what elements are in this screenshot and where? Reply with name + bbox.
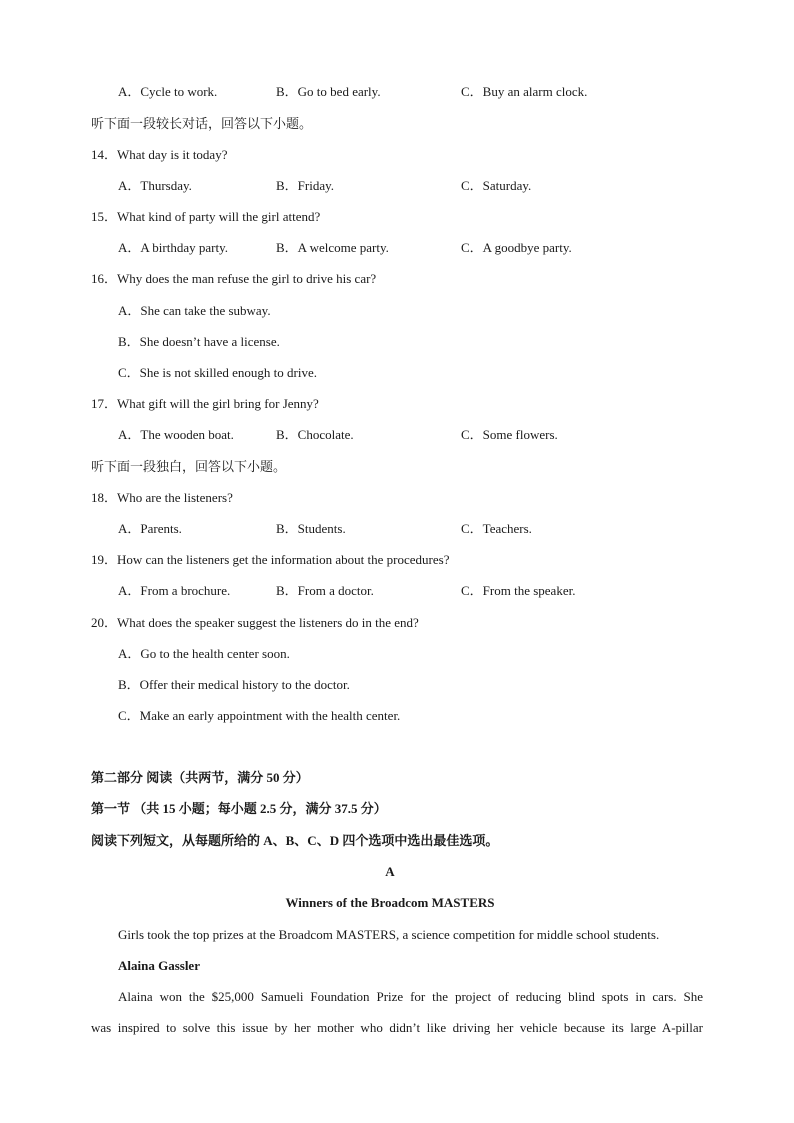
q16-stem: 16．Why does the man refuse the girl to drive his car? (91, 271, 377, 286)
winner-text-line-2: was inspired to solve this issue by her mother who didn’t like driving her vehicle because its large A-pillar (91, 1020, 703, 1035)
q19-option-a: A．From a brochure. (118, 583, 231, 598)
q18-option-b: B．Students. (276, 521, 346, 536)
q15-stem: 15．What kind of party will the girl attend? (91, 209, 321, 224)
winner-text-line-1: Alaina won the $25,000 Samueli Foundation Prize for the project of reducing blind spots in cars. She (118, 989, 703, 1004)
winner-name: Alaina Gassler (118, 958, 200, 973)
instruction-monologue: 听下面一段独白，回答以下小题。 (91, 459, 287, 474)
q20-option-b: B．Offer their medical history to the doctor. (118, 677, 350, 692)
q20-stem: 20．What does the speaker suggest the listeners do in the end? (91, 615, 419, 630)
passage-title: Winners of the Broadcom MASTERS (285, 895, 495, 910)
q15-option-c: C．A goodbye party. (461, 240, 572, 255)
q18-option-c: C．Teachers. (461, 521, 532, 536)
q16-option-a: A．She can take the subway. (118, 303, 271, 318)
q19-stem: 19．How can the listeners get the information about the procedures? (91, 552, 450, 567)
part-two-title: 第二部分 阅读（共两节，满分 50 分） (91, 770, 309, 785)
q19-option-b: B．From a doctor. (276, 583, 374, 598)
q18-stem: 18．Who are the listeners? (91, 490, 233, 505)
q17-option-b: B．Chocolate. (276, 427, 354, 442)
q14-option-b: B．Friday. (276, 178, 335, 193)
q13-option-a: A．Cycle to work. (118, 84, 218, 99)
q17-stem: 17．What gift will the girl bring for Jenny? (91, 396, 319, 411)
q20-option-c: C．Make an early appointment with the health center. (118, 708, 401, 723)
instruction-long-dialogue: 听下面一段较长对话，回答以下小题。 (91, 116, 313, 131)
q14-option-c: C．Saturday. (461, 178, 532, 193)
q17-option-c: C．Some flowers. (461, 427, 558, 442)
passage-letter: A (385, 864, 395, 879)
q14-option-a: A．Thursday. (118, 178, 192, 193)
q17-option-a: A．The wooden boat. (118, 427, 234, 442)
section-one-title: 第一节 （共 15 小题；每小题 2.5 分，满分 37.5 分） (91, 801, 387, 816)
reading-instruction: 阅读下列短文，从每题所给的 A、B、C、D 四个选项中选出最佳选项。 (91, 833, 499, 848)
q15-option-a: A．A birthday party. (118, 240, 228, 255)
q16-option-c: C．She is not skilled enough to drive. (118, 365, 317, 380)
q20-option-a: A．Go to the health center soon. (118, 646, 290, 661)
q13-option-c: C．Buy an alarm clock. (461, 84, 588, 99)
passage-intro: Girls took the top prizes at the Broadcom MASTERS, a science competition for middle school students. (118, 927, 660, 942)
q13-option-b: B．Go to bed early. (276, 84, 381, 99)
q19-option-c: C．From the speaker. (461, 583, 576, 598)
q15-option-b: B．A welcome party. (276, 240, 389, 255)
q18-option-a: A．Parents. (118, 521, 182, 536)
q14-stem: 14．What day is it today? (91, 147, 228, 162)
q16-option-b: B．She doesn’t have a license. (118, 334, 280, 349)
